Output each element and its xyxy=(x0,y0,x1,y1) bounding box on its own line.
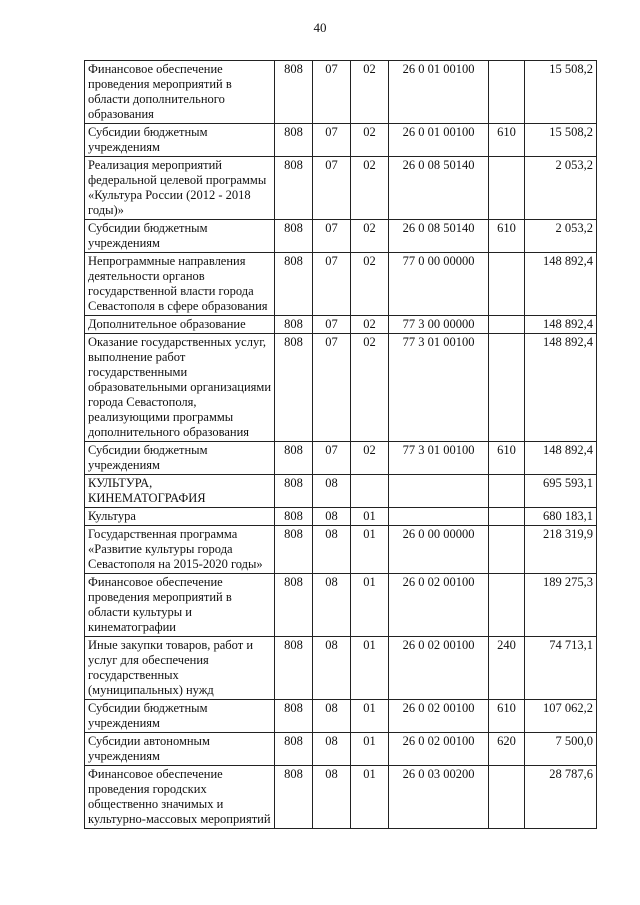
cell-ministry-code: 808 xyxy=(275,157,313,220)
cell-subsection-code: 01 xyxy=(351,508,389,526)
cell-ministry-code: 808 xyxy=(275,574,313,637)
cell-ministry-code: 808 xyxy=(275,508,313,526)
cell-amount: 2 053,2 xyxy=(525,157,597,220)
cell-expense-type: 610 xyxy=(489,220,525,253)
cell-section-code: 08 xyxy=(313,508,351,526)
cell-expense-type xyxy=(489,574,525,637)
cell-amount: 7 500,0 xyxy=(525,733,597,766)
cell-name: Субсидии бюджетным учреждениям xyxy=(85,124,275,157)
cell-amount: 148 892,4 xyxy=(525,442,597,475)
table-row xyxy=(85,157,597,220)
cell-section-code: 07 xyxy=(313,220,351,253)
cell-target-article: 26 0 08 50140 xyxy=(389,220,489,253)
cell-name: КУЛЬТУРА, КИНЕМАТОГРАФИЯ xyxy=(85,475,275,508)
cell-subsection-code: 02 xyxy=(351,316,389,334)
table-row xyxy=(85,766,597,829)
table-row xyxy=(85,220,597,253)
cell-section-code: 08 xyxy=(313,700,351,733)
cell-ministry-code: 808 xyxy=(275,766,313,829)
cell-expense-type xyxy=(489,334,525,442)
cell-subsection-code: 02 xyxy=(351,61,389,124)
table-row xyxy=(85,61,597,124)
page-number: 40 xyxy=(313,20,327,35)
cell-target-article: 26 0 02 00100 xyxy=(389,700,489,733)
cell-target-article: 26 0 00 00000 xyxy=(389,526,489,574)
cell-name: Государственная программа «Развитие культуры города Севастополя на 2015-2020 годы» xyxy=(85,526,275,574)
cell-amount: 695 593,1 xyxy=(525,475,597,508)
cell-name: Субсидии бюджетным учреждениям xyxy=(85,442,275,475)
cell-subsection-code: 02 xyxy=(351,124,389,157)
cell-ministry-code: 808 xyxy=(275,220,313,253)
cell-subsection-code: 01 xyxy=(351,574,389,637)
cell-ministry-code: 808 xyxy=(275,442,313,475)
cell-amount: 107 062,2 xyxy=(525,700,597,733)
cell-expense-type xyxy=(489,157,525,220)
cell-amount: 148 892,4 xyxy=(525,334,597,442)
cell-ministry-code: 808 xyxy=(275,61,313,124)
cell-subsection-code: 01 xyxy=(351,637,389,700)
cell-subsection-code: 02 xyxy=(351,157,389,220)
cell-subsection-code xyxy=(351,475,389,508)
cell-expense-type xyxy=(489,508,525,526)
cell-ministry-code: 808 xyxy=(275,475,313,508)
cell-ministry-code: 808 xyxy=(275,316,313,334)
cell-target-article: 26 0 02 00100 xyxy=(389,733,489,766)
cell-subsection-code: 01 xyxy=(351,766,389,829)
cell-amount: 15 508,2 xyxy=(525,124,597,157)
cell-expense-type xyxy=(489,253,525,316)
table-row xyxy=(85,475,597,508)
cell-expense-type xyxy=(489,475,525,508)
cell-subsection-code: 01 xyxy=(351,700,389,733)
cell-target-article: 77 3 01 00100 xyxy=(389,442,489,475)
cell-target-article: 77 3 00 00000 xyxy=(389,316,489,334)
cell-target-article: 26 0 02 00100 xyxy=(389,637,489,700)
cell-subsection-code: 02 xyxy=(351,334,389,442)
cell-amount: 189 275,3 xyxy=(525,574,597,637)
cell-expense-type: 620 xyxy=(489,733,525,766)
table-row xyxy=(85,733,597,766)
table-row xyxy=(85,442,597,475)
cell-ministry-code: 808 xyxy=(275,334,313,442)
cell-target-article xyxy=(389,508,489,526)
cell-amount: 15 508,2 xyxy=(525,61,597,124)
cell-section-code: 08 xyxy=(313,574,351,637)
table-row xyxy=(85,574,597,637)
cell-expense-type xyxy=(489,61,525,124)
table-row xyxy=(85,124,597,157)
table-row xyxy=(85,253,597,316)
table-row xyxy=(85,637,597,700)
cell-section-code: 08 xyxy=(313,526,351,574)
cell-name: Дополнительное образование xyxy=(85,316,275,334)
cell-name: Непрограммные направления деятельности органов государственной власти города Севастополя в сфере образования xyxy=(85,253,275,316)
cell-subsection-code: 02 xyxy=(351,253,389,316)
cell-expense-type: 610 xyxy=(489,124,525,157)
table-row xyxy=(85,526,597,574)
cell-section-code: 07 xyxy=(313,124,351,157)
cell-name: Финансовое обеспечение проведения мероприятий в области дополнительного образования xyxy=(85,61,275,124)
cell-amount: 218 319,9 xyxy=(525,526,597,574)
cell-section-code: 07 xyxy=(313,316,351,334)
cell-amount: 680 183,1 xyxy=(525,508,597,526)
cell-subsection-code: 01 xyxy=(351,526,389,574)
cell-section-code: 08 xyxy=(313,637,351,700)
cell-amount: 2 053,2 xyxy=(525,220,597,253)
cell-target-article: 26 0 03 00200 xyxy=(389,766,489,829)
budget-table xyxy=(84,60,597,829)
cell-ministry-code: 808 xyxy=(275,733,313,766)
cell-section-code: 08 xyxy=(313,733,351,766)
cell-expense-type: 240 xyxy=(489,637,525,700)
cell-target-article xyxy=(389,475,489,508)
cell-section-code: 08 xyxy=(313,475,351,508)
cell-section-code: 08 xyxy=(313,766,351,829)
cell-subsection-code: 02 xyxy=(351,220,389,253)
cell-amount: 74 713,1 xyxy=(525,637,597,700)
cell-subsection-code: 02 xyxy=(351,442,389,475)
cell-expense-type xyxy=(489,766,525,829)
cell-section-code: 07 xyxy=(313,61,351,124)
cell-target-article: 77 0 00 00000 xyxy=(389,253,489,316)
cell-section-code: 07 xyxy=(313,253,351,316)
cell-amount: 28 787,6 xyxy=(525,766,597,829)
cell-section-code: 07 xyxy=(313,442,351,475)
cell-section-code: 07 xyxy=(313,157,351,220)
cell-target-article: 26 0 01 00100 xyxy=(389,61,489,124)
cell-name: Субсидии бюджетным учреждениям xyxy=(85,220,275,253)
cell-name: Финансовое обеспечение проведения мероприятий в области культуры и кинематографии xyxy=(85,574,275,637)
cell-name: Культура xyxy=(85,508,275,526)
cell-name: Иные закупки товаров, работ и услуг для обеспечения государственных (муниципальных) нужд xyxy=(85,637,275,700)
cell-amount: 148 892,4 xyxy=(525,316,597,334)
cell-ministry-code: 808 xyxy=(275,700,313,733)
cell-name: Реализация мероприятий федеральной целевой программы «Культура России (2012 - 2018 годы)» xyxy=(85,157,275,220)
cell-subsection-code: 01 xyxy=(351,733,389,766)
cell-amount: 148 892,4 xyxy=(525,253,597,316)
cell-ministry-code: 808 xyxy=(275,526,313,574)
cell-name: Оказание государственных услуг, выполнение работ государственными образовательными организациями города Севастополя, реализующими программы дополнительного образования xyxy=(85,334,275,442)
cell-ministry-code: 808 xyxy=(275,253,313,316)
cell-name: Субсидии автономным учреждениям xyxy=(85,733,275,766)
cell-target-article: 26 0 08 50140 xyxy=(389,157,489,220)
cell-target-article: 77 3 01 00100 xyxy=(389,334,489,442)
budget-table-body xyxy=(85,61,597,829)
cell-ministry-code: 808 xyxy=(275,124,313,157)
cell-target-article: 26 0 02 00100 xyxy=(389,574,489,637)
table-row xyxy=(85,508,597,526)
cell-expense-type xyxy=(489,316,525,334)
cell-expense-type: 610 xyxy=(489,442,525,475)
cell-ministry-code: 808 xyxy=(275,637,313,700)
table-row xyxy=(85,334,597,442)
cell-expense-type: 610 xyxy=(489,700,525,733)
table-row xyxy=(85,316,597,334)
cell-name: Субсидии бюджетным учреждениям xyxy=(85,700,275,733)
cell-section-code: 07 xyxy=(313,334,351,442)
cell-name: Финансовое обеспечение проведения городских общественно значимых и культурно-массовых мероприятий xyxy=(85,766,275,829)
cell-expense-type xyxy=(489,526,525,574)
cell-target-article: 26 0 01 00100 xyxy=(389,124,489,157)
table-row xyxy=(85,700,597,733)
